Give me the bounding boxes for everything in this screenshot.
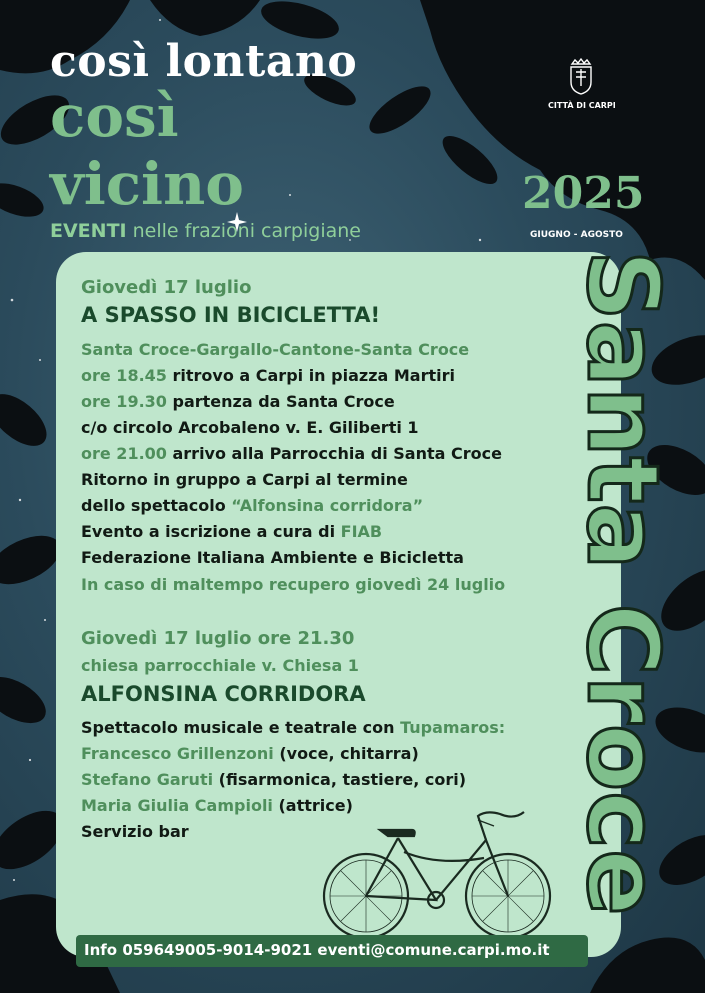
event2-performer1 (81, 744, 419, 763)
title-line-2: così (50, 82, 179, 150)
event2-show-a: Spettacolo musicale e teatrale con (81, 718, 401, 737)
event1-meeting (81, 366, 455, 385)
subtitle-bold: EVENTI (50, 220, 127, 242)
event1-route: Santa Croce-Gargallo-Cantone-Santa Croce (81, 340, 470, 359)
year: 2025 (522, 168, 645, 219)
event2-show-b: Tupamaros: (400, 718, 506, 737)
footer-info (76, 935, 588, 967)
event2-performer3 (81, 796, 353, 815)
event1-weather: In caso di maltempo recupero giovedì 24 luglio (81, 575, 506, 594)
event1-text3: arrivo alla Parrocchia di Santa Croce (166, 444, 502, 463)
event1-return2b: “Alfonsina corridora” (231, 496, 424, 515)
event2-p1-name: Francesco Grillenzoni (81, 744, 274, 763)
event2-title: ALFONSINA CORRIDORA (81, 682, 366, 706)
event2-bar: Servizio bar (81, 822, 189, 841)
event2-date: Giovedì 17 luglio ore 21.30 (81, 628, 355, 649)
event1-return1: Ritorno in gruppo a Carpi al termine (81, 470, 408, 489)
subtitle (50, 220, 361, 242)
event2-performer2 (81, 770, 466, 789)
event1-departure (81, 392, 395, 411)
event1-location: c/o circolo Arcobaleno v. E. Giliberti 1 (81, 418, 419, 437)
event1-return2a: dello spettacolo (81, 496, 232, 515)
title-line-1: così lontano (50, 36, 358, 87)
side-title: Santa Croce (565, 250, 679, 916)
event2-p2-name: Stefano Garuti (81, 770, 214, 789)
event2-p3-name: Maria Giulia Campioli (81, 796, 273, 815)
event1-text2: partenza da Santa Croce (166, 392, 395, 411)
subtitle-rest: nelle frazioni carpigiane (126, 220, 361, 242)
period: GIUGNO - AGOSTO (530, 230, 623, 240)
city-crest-icon (566, 56, 596, 96)
event1-signup-b: FIAB (340, 522, 383, 541)
event2-venue: chiesa parrocchiale v. Chiesa 1 (81, 656, 359, 675)
event1-time3: ore 21.00 (81, 444, 167, 463)
event1-arrival (81, 444, 502, 463)
event2-show (81, 718, 505, 737)
event1-title: A SPASSO IN BICICLETTA! (81, 303, 381, 327)
bicycle-icon (318, 802, 558, 942)
event1-text1: ritrovo a Carpi in piazza Martiri (166, 366, 455, 385)
event2-p3-role: (attrice) (272, 796, 353, 815)
event1-return2 (81, 496, 423, 515)
event2-p1-role: (voce, chitarra) (273, 744, 419, 763)
event1-date: Giovedì 17 luglio (81, 277, 252, 298)
event1-time2: ore 19.30 (81, 392, 167, 411)
city-label: CITTÀ DI CARPI (548, 101, 616, 110)
event1-time1: ore 18.45 (81, 366, 167, 385)
footer-info-text: Info 059649005-9014-9021 eventi@comune.carpi.mo.it (84, 941, 550, 959)
event1-federation: Federazione Italiana Ambiente e Bicicletta (81, 548, 464, 567)
event2-p2-role: (fisarmonica, tastiere, cori) (213, 770, 467, 789)
event1-signup (81, 522, 382, 541)
event1-signup-a: Evento a iscrizione a cura di (81, 522, 341, 541)
title-line-3: vicino (50, 150, 244, 218)
